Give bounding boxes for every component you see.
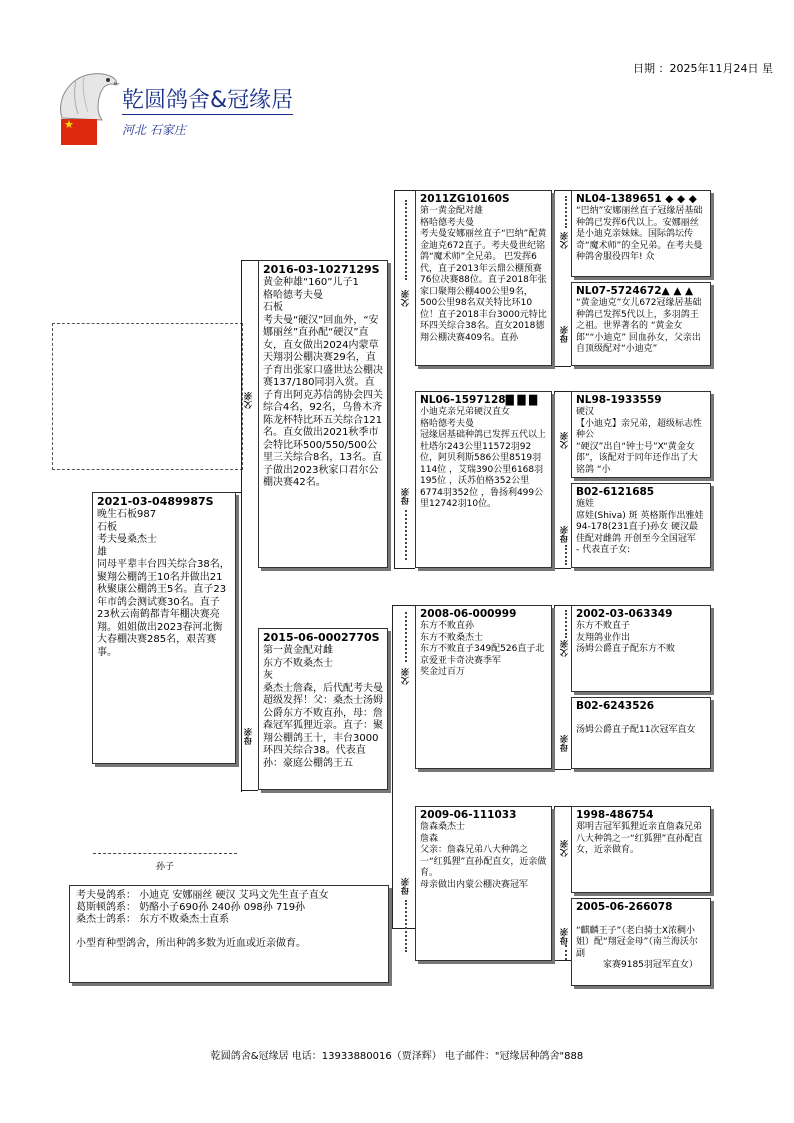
connector (394, 568, 415, 569)
ring-number: 2005-06-266078 (576, 901, 673, 913)
loft-region: 河北 石家庄 (122, 123, 186, 137)
pigeon-strain: 格哈德考夫曼 (420, 418, 475, 429)
pigeon-name: 詹森桑杰士 (420, 822, 466, 832)
ring-number: 2021-03-0489987S (97, 495, 214, 508)
dds-card[interactable] (571, 806, 711, 893)
pigeon-description: “黄金迪克”女儿672冠缘居基础种鸽已发挥5代以上，多羽鸽王之祖。世界著名的 “黄金女郎”“小迪克” 回血孙女，父亲出自顶级配对“小迪克” (576, 298, 702, 354)
connector (236, 492, 241, 493)
mother-label: 母亲 (244, 728, 254, 745)
connector (394, 190, 415, 191)
connector (554, 568, 571, 569)
pigeon-description: 施娃 席娃(Shiva) 斑 英格斯作出雅娃 94-178(231直子)孙女 硬汉最佳配对雌鸽 开创至今全国冠军 - 代表直子女: (576, 499, 704, 555)
ring-number: 2009-06-111033 (420, 809, 517, 821)
footer-contact: 乾圆鸽舍&冠缘居 电话：13933880016（贾泽辉） 电子邮件："冠缘居种鸽舍"888 (210, 1051, 584, 1062)
ring-number: 2015-06-0002770S (263, 631, 380, 644)
pigeon-strain: 东方不败桑杰士 (420, 632, 484, 643)
subject-card[interactable] (92, 492, 236, 764)
pigeon-description: 硬汉 【小迪克】亲兄弟，超级标志性种公 “硬汉”出自“钟士号”X“黄金女郎”，该配对于同年还作出了大铭鸽 “小 (576, 407, 703, 475)
connector (392, 928, 415, 929)
connector (554, 190, 571, 191)
ring-number: NL98-1933559 (576, 394, 662, 406)
sire-card[interactable] (258, 260, 388, 568)
sss-card[interactable] (571, 190, 711, 277)
siblings-label: 孙子 (156, 862, 175, 872)
print-date: 日期 ：2025年11月24日 星 (633, 62, 773, 75)
dam-sire-card[interactable] (415, 605, 552, 769)
pigeon-strain: 东方不败桑杰士 (263, 657, 333, 669)
ddd-card[interactable] (571, 898, 711, 986)
connector (241, 790, 258, 791)
pigeon-description: 东方不败直子349配526直子北京爱亚卡奇决赛季军 奖金过百万 (420, 644, 545, 677)
ring-number: 2016-03-1027129S (263, 263, 380, 276)
connector (241, 260, 242, 792)
pigeon-name: 第一黄金配对雄 (420, 206, 484, 216)
pigeon-name: 晚生石板987 (97, 509, 157, 520)
pigeon-description: 东方不败直子 友翔鸽业作出 汤姆公爵直子配东方不败 (576, 621, 676, 654)
ring-number: NL07-5724672▲ ▲ ▲ (576, 285, 694, 297)
sds-card[interactable] (571, 391, 711, 478)
ssd-card[interactable] (571, 282, 711, 366)
sire-sire-card[interactable] (415, 190, 552, 366)
connector (554, 366, 571, 367)
father-label: 父亲 (401, 290, 411, 307)
father-label: 父亲 (244, 392, 254, 409)
connector (554, 391, 571, 392)
father-label: 父亲 (560, 432, 570, 449)
pigeon-color: 灰 (263, 670, 273, 681)
pigeon-sex: 雄 (97, 546, 107, 558)
dotted-guide (405, 510, 407, 560)
pigeon-name: 黄金种雄“160”儿子1 (263, 277, 359, 288)
connector (394, 190, 395, 569)
pigeon-description: 父亲：詹森兄弟八大种鸽之一“红狐狸”直孙配直女，近亲做育。 母亲做出内蒙公棚决赛冠军 (420, 845, 547, 890)
father-label: 父亲 (560, 640, 570, 657)
connector (554, 605, 571, 606)
china-flag-icon: ★ (61, 119, 97, 145)
pigeon-description: 汤姆公爵直子配11次冠军直女 (576, 724, 696, 735)
pigeon-name: 第一黄金配对雌 (263, 645, 333, 656)
father-label: 父亲 (401, 668, 411, 685)
dss-card[interactable] (571, 605, 711, 692)
connector (554, 960, 571, 961)
pigeon-strain: 詹森 (420, 833, 439, 844)
connector (554, 769, 571, 770)
connector (392, 605, 415, 606)
ring-number: 2002-03-063349 (576, 608, 673, 620)
note-line: 桑杰士鸽系： 东方不败桑杰士直系 (76, 914, 230, 925)
pigeon-strain: 格哈德考夫曼 (263, 289, 323, 301)
mother-label: 母亲 (560, 735, 570, 752)
pigeon-color: 石板 (97, 521, 117, 533)
pigeon-color: 石板 (263, 302, 283, 313)
mother-label: 母亲 (560, 928, 570, 945)
connector (554, 391, 555, 569)
pigeon-description: “巴纳”安娜丽丝直子冠缘居基础种鸽已发挥6代以上。安娜丽丝是小迪克亲妹妹。国际鸽坛传奇“魔术师”的全兄弟。在考夫曼种鸽舍服役四年! 众 (576, 206, 703, 262)
ring-number: B02-6243526 (576, 700, 655, 712)
pigeon-description: “麒麟王子”（老白骑士X浓稠小姐）配“翔冠金母”（南兰海沃尔副 家赛9185羽冠军直女） (576, 925, 698, 970)
dsd-card[interactable] (571, 697, 711, 769)
strain-notes (69, 885, 389, 983)
connector (554, 806, 555, 961)
ring-number: 1998-486754 (576, 809, 654, 821)
note-line: 考夫曼鸽系： 小迪克 安娜丽丝 硬汉 艾玛文先生直子直女 (76, 890, 329, 901)
dotted-guide (405, 900, 407, 952)
sdd-card[interactable] (571, 483, 711, 568)
father-label: 父亲 (560, 840, 570, 857)
siblings-divider (93, 853, 237, 854)
dotted-guide (405, 612, 407, 662)
pigeon-logo (54, 66, 120, 122)
photo-placeholder (52, 323, 243, 470)
pigeon-description: 桑杰士詹森，后代配考夫曼超级发挥！父：桑杰士汤姆公爵东方不败直孙，母：詹森冠军狐狸近亲。直子：聚翔公棚鸽王十，丰台3000环四关综合38。代表直孙：豪庭公棚鸽王五 (263, 682, 383, 769)
dotted-guide (565, 196, 567, 228)
note-line: 葛斯顿鸽系： 奶酪小子690孙 240孙 098孙 719孙 (76, 902, 306, 913)
connector (554, 605, 555, 770)
connector (554, 806, 571, 807)
pigeon-strain: 考夫曼桑杰士 (97, 534, 157, 545)
mother-label: 母亲 (560, 526, 570, 543)
connector (392, 605, 393, 928)
dotted-guide (565, 945, 567, 960)
connector (554, 190, 555, 366)
pigeon-description: 考夫曼“硬汉”回血外，“安娜丽丝”直孙配“硬汉”直女，直女做出2024内蒙草天翔羽公棚决赛29名，直子育出张家口盛世达公棚决赛137/180同羽入赏。直子育出阿克苏信鸽协会四关综合4名，92名，乌鲁木齐陈龙杯特比环五关综合121名。直女做出2021秋季市会特比环500/550/500公里三关综合8名，13名。直子做出2023秋家口君尔公棚决赛42名。 (263, 314, 383, 488)
father-label: 父亲 (560, 232, 570, 249)
sire-dam-card[interactable] (415, 391, 552, 568)
pigeon-description: 考夫曼安娜丽丝直子“巴纳”配黄金迪克672直子。考夫曼世纪铭鸽“魔术师”全兄弟。 巴发挥6代，直子2013年云鼎公棚预赛76位决赛88位。直子2018年张家口聚翔公棚400公里9名，500公里98名双关特比环10位！直子2018丰台3000元特比环四关综合38名。直女2018德翔公棚决赛409名。直孙 (420, 229, 547, 343)
dotted-guide (565, 545, 567, 565)
dotted-guide (565, 610, 567, 638)
ring-number: NL04-1389651 ◆ ◆ ◆ (576, 193, 697, 205)
pigeon-description: 郑明吉冠军狐狸近亲直詹森兄弟八大种鸽之一“红狐狸”直孙配直女，近亲做育。 (576, 822, 703, 855)
pigeon-name: 东方不败直孙 (420, 621, 475, 631)
mother-label: 母亲 (401, 878, 411, 895)
connector (241, 260, 258, 261)
ring-number: 2011ZG10160S (420, 193, 510, 205)
dotted-guide (405, 200, 407, 280)
ring-number: NL06-1597128▇ ▇ ▇ (420, 394, 538, 406)
note-line: 小型育种型鸽舍，所出种鸽多数为近血或近亲做育。 (76, 938, 306, 949)
ring-number: B02-6121685 (576, 486, 655, 498)
dam-card[interactable] (258, 628, 388, 790)
pigeon-name: 小迪克亲兄弟硬汉直女 (420, 407, 511, 417)
mother-label: 母亲 (560, 326, 570, 343)
ring-number: 2008-06-000999 (420, 608, 517, 620)
pigeon-strain: 格哈德考夫曼 (420, 217, 475, 228)
loft-title: 乾圆鸽舍&冠缘居 (122, 88, 294, 113)
pigeon-description: 冠缘居基础种鸽已发挥五代以上 杜塔尔243公里11572羽92位，阿贝利斯586公里8519羽114位 ，艾瑞390公里6168羽195位 ，沃苏伯格352公里6774羽352位 ，鲁扬利499公里12742羽10位。 (420, 430, 547, 509)
dam-dam-card[interactable] (415, 806, 552, 961)
mother-label: 母亲 (401, 488, 411, 505)
pigeon-description: 同母平辈丰台四关综合38名，聚翔公棚鸽王10名并做出21秋聚康公棚鸽王5名。直子23年市鸽会测试赛30名。直子23秋云南鹤都青年棚决赛亮翔。姐姐做出2023春河北衡大春棚决赛285名，艰苦赛事。 (97, 559, 230, 658)
